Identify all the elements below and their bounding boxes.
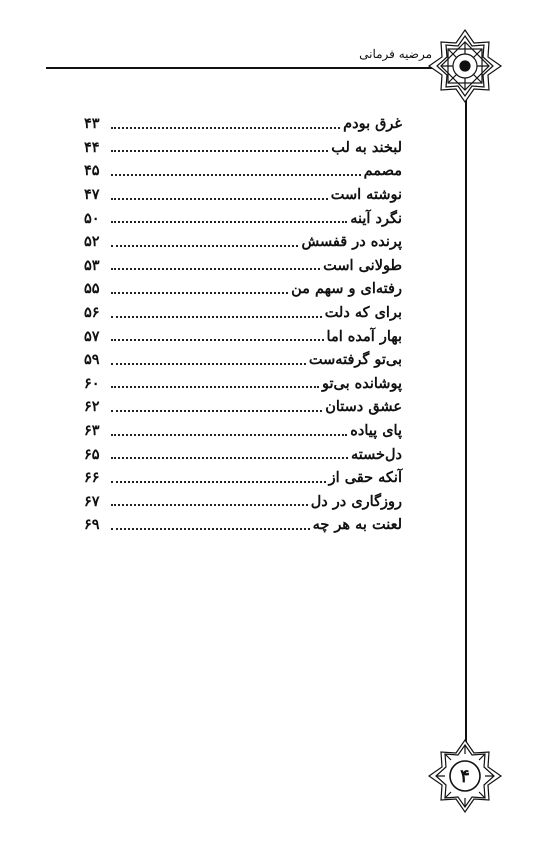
- header-rule: [46, 67, 442, 69]
- toc-entry: [84, 442, 402, 466]
- toc-entry: [84, 372, 402, 396]
- dot-leader: [111, 339, 324, 341]
- toc-entry-page-number: ۴۷: [84, 186, 100, 204]
- dot-leader: [111, 481, 326, 483]
- toc-entry-page-number: ۶۳: [84, 422, 100, 440]
- toc-entry-title: طولانی است: [323, 256, 402, 274]
- toc-entry: [84, 490, 402, 514]
- dot-leader: [111, 386, 319, 388]
- toc-entry-page-number: ۴۴: [84, 138, 100, 156]
- toc-entry-title: روزگاری در دل: [310, 492, 402, 510]
- toc-entry-page-number: ۶۷: [84, 492, 100, 510]
- toc-entry-title: مصمم: [363, 162, 402, 180]
- toc-entry: [84, 395, 402, 419]
- toc-entry-title: نگرد آینه: [350, 209, 402, 227]
- toc-entry: [84, 466, 402, 490]
- dot-leader: [111, 292, 288, 294]
- toc-entry: [84, 324, 402, 348]
- toc-entry-title: رفته‌ای و سهم من: [291, 280, 402, 298]
- toc-entry: [84, 136, 402, 160]
- toc-entry-title: غرق بودم: [343, 115, 402, 133]
- dot-leader: [111, 245, 298, 247]
- toc-entry-title: پوشانده بی‌تو: [321, 374, 402, 392]
- toc-entry: [84, 419, 402, 443]
- star-ornament-icon: [427, 28, 503, 104]
- toc-entry-title: پرنده در قفسش: [301, 233, 402, 251]
- toc-entry: [84, 254, 402, 278]
- toc-entry-page-number: ۵۶: [84, 304, 100, 322]
- running-header-author: مرضیه فرمانی: [359, 47, 432, 61]
- toc-entry: [84, 112, 402, 136]
- dot-leader: [111, 268, 320, 270]
- toc-entry-title: آنکه حقی از: [328, 469, 402, 487]
- dot-leader: [111, 434, 347, 436]
- toc-entry: [84, 277, 402, 301]
- toc-entry-title: لبخند به لب: [331, 138, 402, 156]
- toc-entry-title: پای پیاده: [350, 422, 402, 440]
- dot-leader: [111, 174, 361, 176]
- toc-entry-title: عشق دستان: [325, 398, 402, 416]
- toc-entry-title: دل‌خسته: [350, 445, 402, 463]
- dot-leader: [111, 363, 306, 365]
- toc-entry-page-number: ۵۵: [84, 280, 100, 298]
- toc-entry: [84, 159, 402, 183]
- frame-vertical-rule: [465, 92, 467, 742]
- dot-leader: [111, 150, 328, 152]
- dot-leader: [111, 504, 308, 506]
- toc-entry-page-number: ۵۰: [84, 209, 100, 227]
- toc-entry-page-number: ۴۳: [84, 115, 100, 133]
- toc-entry-page-number: ۶۶: [84, 469, 100, 487]
- toc-entry-page-number: ۵۳: [84, 256, 100, 274]
- toc-entry-page-number: ۴۵: [84, 162, 100, 180]
- toc-entry-title: بی‌تو گرفته‌ست: [308, 351, 402, 369]
- dot-leader: [111, 127, 340, 129]
- toc-entry-page-number: ۶۵: [84, 445, 100, 463]
- toc-entry: [84, 230, 402, 254]
- toc-entry: [84, 183, 402, 207]
- toc-entry-page-number: ۵۲: [84, 233, 100, 251]
- toc-entry-title: نوشته است: [330, 186, 402, 204]
- toc-entry-title: برای که دلت: [324, 304, 402, 322]
- page-number: ۴: [460, 765, 470, 787]
- dot-leader: [111, 221, 347, 223]
- dot-leader: [111, 316, 322, 318]
- toc-entry-title: لعنت به هر چه: [312, 516, 402, 534]
- toc-entry-page-number: ۶۹: [84, 516, 100, 534]
- toc-entry-page-number: ۵۹: [84, 351, 100, 369]
- toc-entry-title: بهار آمده اما: [326, 327, 402, 345]
- dot-leader: [111, 198, 328, 200]
- toc-entry: [84, 206, 402, 230]
- toc-entry: [84, 513, 402, 537]
- table-of-contents: [84, 112, 402, 537]
- dot-leader: [111, 457, 348, 459]
- toc-entry-page-number: ۵۷: [84, 327, 100, 345]
- toc-entry-page-number: ۶۰: [84, 374, 100, 392]
- toc-entry: [84, 348, 402, 372]
- dot-leader: [111, 410, 322, 412]
- dot-leader: [111, 528, 310, 530]
- toc-entry-page-number: ۶۲: [84, 398, 100, 416]
- toc-entry: [84, 301, 402, 325]
